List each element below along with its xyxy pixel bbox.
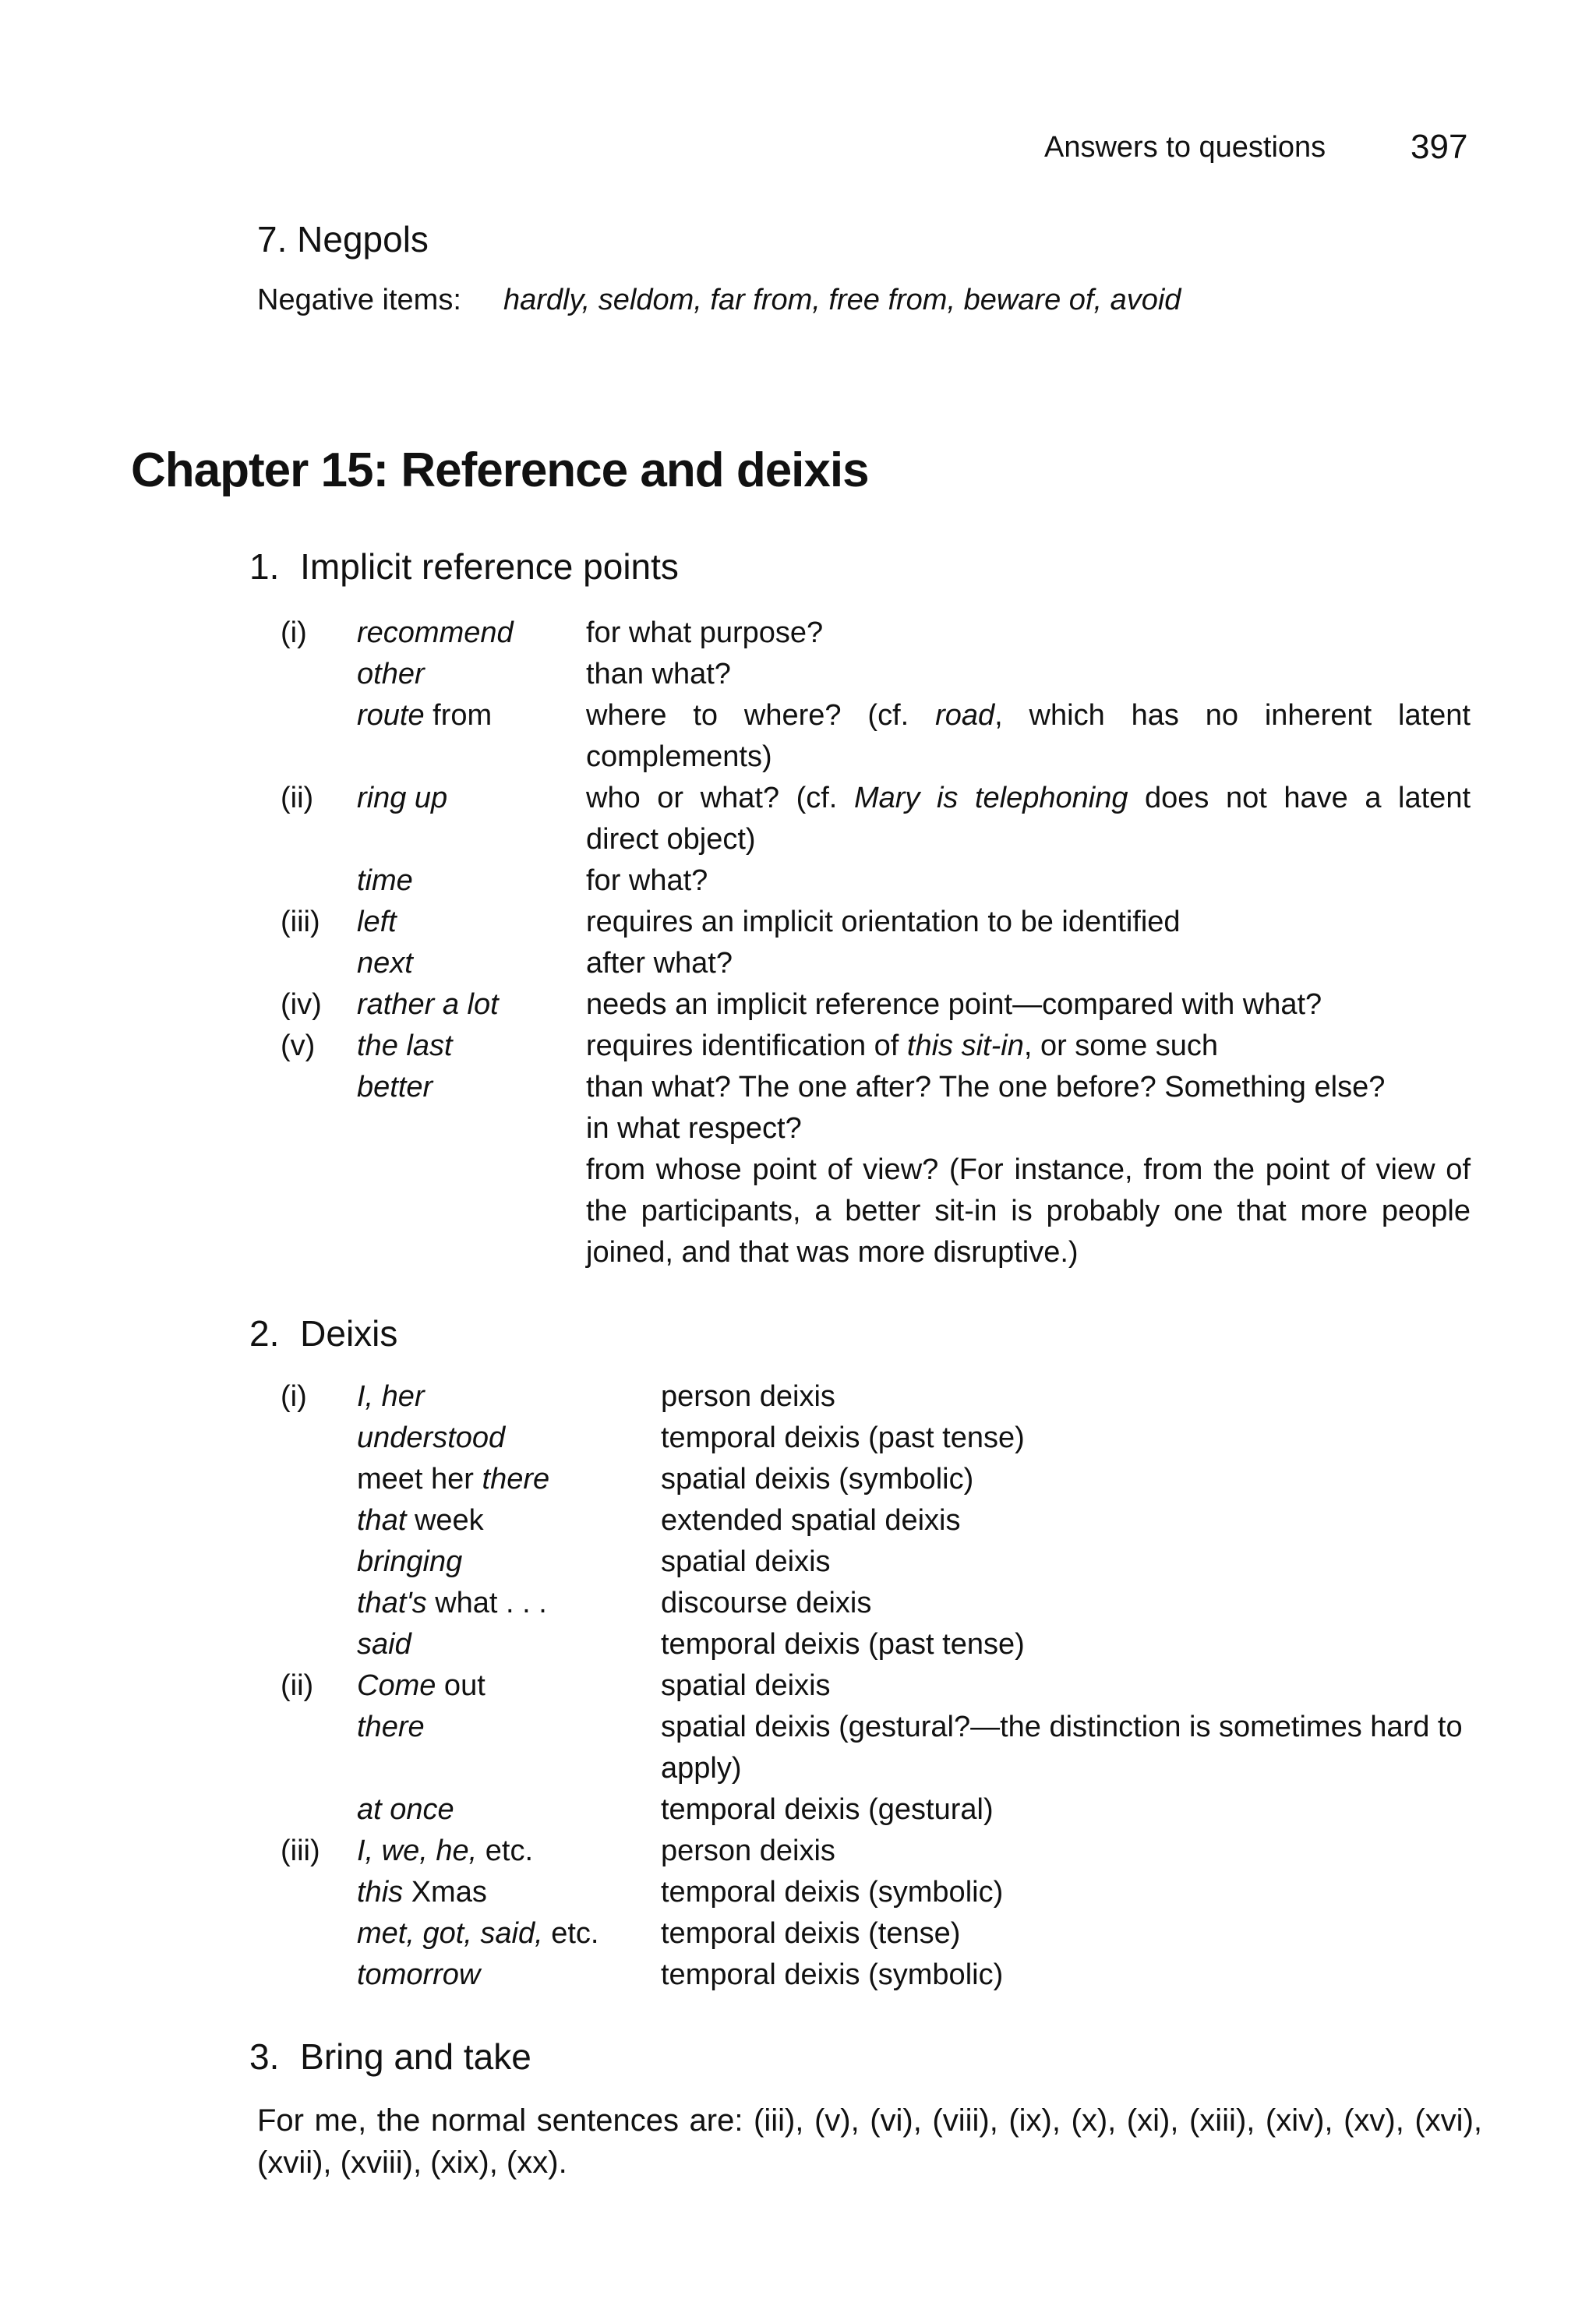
item-gloss: complements) (586, 740, 772, 773)
negpols-title: Negpols (297, 219, 429, 260)
running-head: Answers to questions (1044, 131, 1326, 164)
section-3-heading (249, 2036, 531, 2078)
item-gloss: extended spatial deixis (661, 1504, 961, 1537)
section-2-heading (249, 1312, 397, 1354)
chapter-title: Chapter 15: Reference and deixis (131, 443, 869, 497)
item-term: Come out (357, 1669, 486, 1702)
item-term: time (357, 864, 413, 897)
item-gloss: apply) (661, 1752, 742, 1785)
item-gloss: temporal deixis (symbolic) (661, 1958, 1004, 1991)
item-gloss: direct object) (586, 823, 756, 856)
item-gloss: discourse deixis (661, 1587, 872, 1619)
negative-items-list: hardly, seldom, far from, free from, beware of, avoid (503, 284, 1181, 316)
item-term: this Xmas (357, 1876, 487, 1909)
section-3-paragraph: For me, the normal sentences are: (iii), (v), (vi), (viii), (ix), (x), (xi), (xiii), (xiv), (xv), (xvi), (xvii), (xviii), (xix), (xx). (257, 2103, 1482, 2180)
item-gloss: requires identification of this sit-in, or some such (586, 1029, 1219, 1062)
item-gloss: in what respect? (586, 1112, 802, 1145)
item-gloss: temporal deixis (symbolic) (661, 1876, 1004, 1909)
section-1-heading (249, 546, 679, 588)
item-label: (iv) (281, 988, 322, 1021)
item-term: tomorrow (357, 1958, 481, 1991)
item-label: (iii) (281, 1835, 320, 1867)
item-gloss: needs an implicit reference point—compared with what? (586, 988, 1322, 1021)
item-gloss: spatial deixis (661, 1669, 831, 1702)
item-term: route from (357, 699, 493, 732)
item-term: that week (357, 1504, 484, 1537)
item-gloss: temporal deixis (tense) (661, 1917, 961, 1950)
item-gloss: than what? The one after? The one before? Something else? (586, 1071, 1386, 1104)
item-gloss: after what? (586, 947, 733, 980)
item-gloss: the participants, a better sit-in is probably one that more people (586, 1195, 1471, 1227)
item-term: meet her there (357, 1463, 550, 1496)
section-2-number: 2. (249, 1313, 280, 1354)
item-term: met, got, said, etc. (357, 1917, 599, 1950)
item-gloss: for what? (586, 864, 708, 897)
item-label: (ii) (281, 782, 314, 814)
item-term: understood (357, 1421, 506, 1454)
item-term: that's what . . . (357, 1587, 547, 1619)
section-1-number: 1. (249, 546, 280, 587)
item-term: rather a lot (357, 988, 499, 1021)
item-term: I, her (357, 1380, 425, 1413)
item-gloss: who or what? (cf. Mary is telephoning does not have a latent (586, 782, 1471, 814)
item-term: bringing (357, 1545, 463, 1578)
item-gloss: temporal deixis (past tense) (661, 1421, 1025, 1454)
item-gloss: spatial deixis (symbolic) (661, 1463, 974, 1496)
page-number: 397 (1411, 128, 1468, 166)
item-gloss: for what purpose? (586, 616, 824, 649)
item-gloss: temporal deixis (past tense) (661, 1628, 1025, 1661)
item-gloss: joined, and that was more disruptive.) (586, 1236, 1079, 1269)
item-label: (iii) (281, 906, 320, 938)
item-term: the last (357, 1029, 453, 1062)
item-gloss: than what? (586, 658, 731, 690)
item-gloss: from whose point of view? (For instance, from the point of view of (586, 1153, 1471, 1186)
negpols-heading (257, 218, 429, 260)
item-term: better (357, 1071, 433, 1104)
item-term: said (357, 1628, 411, 1661)
negative-items-label: Negative items: (257, 284, 461, 316)
section-3-number: 3. (249, 2036, 280, 2077)
item-term: left (357, 906, 397, 938)
section-2-title: Deixis (300, 1313, 398, 1354)
negpols-number: 7. (257, 219, 288, 260)
item-gloss: temporal deixis (gestural) (661, 1793, 994, 1826)
section-1-title: Implicit reference points (300, 546, 679, 587)
item-gloss: person deixis (661, 1835, 835, 1867)
item-term: other (357, 658, 425, 690)
item-label: (i) (281, 1380, 307, 1413)
item-label: (i) (281, 616, 307, 649)
item-gloss: where to where? (cf. road, which has no inherent latent (586, 699, 1471, 732)
item-term: recommend (357, 616, 514, 649)
item-gloss: person deixis (661, 1380, 835, 1413)
item-term: there (357, 1711, 425, 1743)
section-3-title: Bring and take (300, 2036, 531, 2077)
item-term: ring up (357, 782, 448, 814)
item-term: I, we, he, etc. (357, 1835, 534, 1867)
item-gloss: requires an implicit orientation to be identified (586, 906, 1181, 938)
item-label: (ii) (281, 1669, 314, 1702)
item-label: (v) (281, 1029, 316, 1062)
item-gloss: spatial deixis (661, 1545, 831, 1578)
item-term: next (357, 947, 413, 980)
item-gloss: spatial deixis (gestural?—the distinction is sometimes hard to (661, 1711, 1463, 1743)
item-term: at once (357, 1793, 454, 1826)
